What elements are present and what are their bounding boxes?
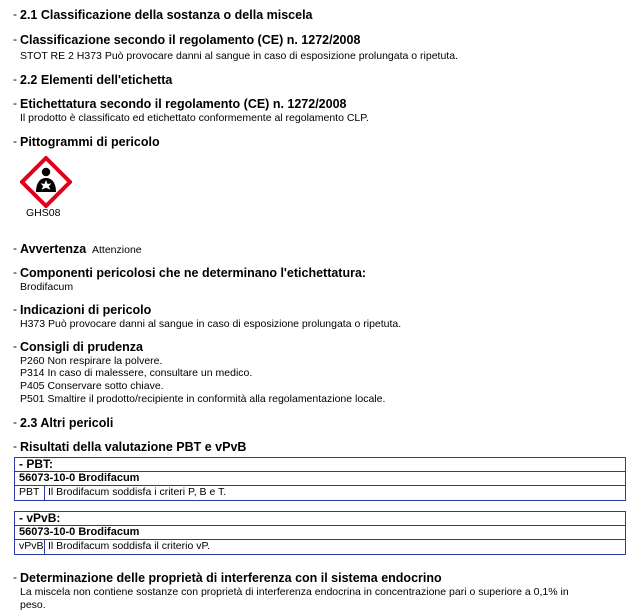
pbt-substance: 56073-10-0 Brodifacum <box>15 472 625 486</box>
pbt-header-label: PBT: <box>26 457 54 471</box>
pbt-row <box>15 486 625 500</box>
dash-marker: - <box>13 32 17 46</box>
dash-marker: - <box>13 570 17 584</box>
pbt-header <box>15 458 625 472</box>
consigli-line: P405 Conservare sotto chiave. <box>20 380 164 392</box>
dash-marker: - <box>13 439 17 453</box>
avvertenza-value: Attenzione <box>92 244 142 256</box>
etichettatura-title: Etichettatura secondo il regolamento (CE) n. 1272/2008 <box>20 97 347 111</box>
dash-marker: - <box>13 265 17 279</box>
consigli-line: P314 In caso di malessere, consultare un medico. <box>20 367 253 379</box>
dash-marker: - <box>19 457 23 471</box>
componenti-title: Componenti pericolosi che ne determinano l'etichettatura: <box>20 266 367 280</box>
dash-marker: - <box>13 415 17 429</box>
pictogram-label: GHS08 <box>26 207 61 219</box>
dash-marker: - <box>13 134 17 148</box>
dash-marker: - <box>13 241 17 255</box>
health-hazard-icon <box>20 156 72 208</box>
vpvb-header-label: vPvB: <box>26 511 61 525</box>
consigli-line: P501 Smaltire il prodotto/recipiente in conformità alla regolamentazione locale. <box>20 393 386 405</box>
section-2-2-title: 2.2 Elementi dell'etichetta <box>20 73 173 87</box>
endocrino-text-line2: peso. <box>20 599 46 611</box>
vpvb-header <box>15 512 625 526</box>
consigli-title: Consigli di prudenza <box>20 340 143 354</box>
classificazione-text: STOT RE 2 H373 Può provocare danni al sangue in caso di esposizione prolungata o ripetuta. <box>20 50 458 62</box>
dash-marker: - <box>19 511 23 525</box>
risultati-title: Risultati della valutazione PBT e vPvB <box>20 440 247 454</box>
pittogrammi-title: Pittogrammi di pericolo <box>20 135 160 149</box>
indicazioni-title: Indicazioni di pericolo <box>20 303 152 317</box>
endocrino-title: Determinazione delle proprietà di interferenza con il sistema endocrino <box>20 571 442 585</box>
vpvb-code: vPvB <box>15 540 45 554</box>
section-2-1-title: 2.1 Classificazione della sostanza o della miscela <box>20 8 313 22</box>
consigli-line: P260 Non respirare la polvere. <box>20 355 163 367</box>
pbt-table <box>14 457 626 501</box>
dash-marker: - <box>13 96 17 110</box>
pbt-text: Il Brodifacum soddisfa i criteri P, B e T. <box>48 486 227 498</box>
endocrino-text-line1: La miscela non contiene sostanze con proprietà di interferenza endocrina in concentrazione pari o superiore a 0,1% in <box>20 586 569 598</box>
vpvb-substance: 56073-10-0 Brodifacum <box>15 526 625 540</box>
pbt-code: PBT <box>15 486 45 500</box>
indicazioni-text: H373 Può provocare danni al sangue in caso di esposizione prolungata o ripetuta. <box>20 318 402 330</box>
dash-marker: - <box>13 72 17 86</box>
avvertenza-title: Avvertenza <box>20 242 87 256</box>
section-2-3-title: 2.3 Altri pericoli <box>20 416 114 430</box>
vpvb-table <box>14 511 626 555</box>
dash-marker: - <box>13 302 17 316</box>
etichettatura-text: Il prodotto è classificato ed etichettato conformemente al regolamento CLP. <box>20 112 369 124</box>
vpvb-text: Il Brodifacum soddisfa il criterio vP. <box>48 540 211 552</box>
vpvb-row <box>15 540 625 554</box>
dash-marker: - <box>13 7 17 21</box>
classificazione-title: Classificazione secondo il regolamento (CE) n. 1272/2008 <box>20 33 361 47</box>
componenti-text: Brodifacum <box>20 281 74 293</box>
dash-marker: - <box>13 339 17 353</box>
